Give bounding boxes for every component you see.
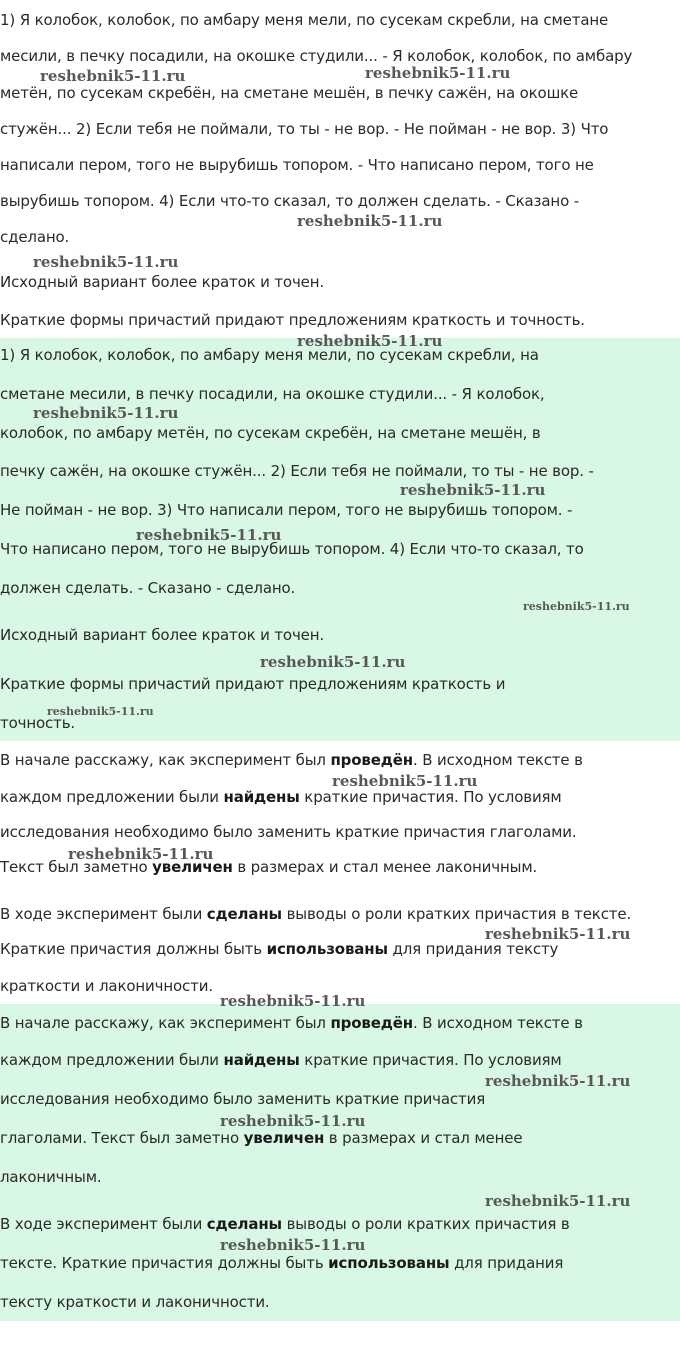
text-line: 1) Я колобок, колобок, по амбару меня мели, по сусекам скребли, на bbox=[0, 346, 539, 364]
watermark: reshebnik5-11.ru bbox=[365, 64, 511, 82]
watermark: reshebnik5-11.ru bbox=[485, 1072, 631, 1090]
watermark: reshebnik5-11.ru bbox=[297, 332, 443, 350]
watermark: reshebnik5-11.ru bbox=[220, 1236, 366, 1254]
text-line: сделано. bbox=[0, 228, 70, 246]
text-line: глаголами. Текст был заметно увеличен в размерах и стал менее bbox=[0, 1129, 523, 1147]
text-line: лаконичным. bbox=[0, 1168, 102, 1186]
text-line: исследования необходимо было заменить краткие причастия bbox=[0, 1090, 486, 1108]
text-line: точность. bbox=[0, 714, 76, 732]
watermark: reshebnik5-11.ru bbox=[68, 845, 214, 863]
watermark: reshebnik5-11.ru bbox=[523, 600, 630, 613]
text-line: Краткие причастия должны быть использованы для придания тексту bbox=[0, 940, 559, 958]
text-line: месили, в печку посадили, на окошке студили... - Я колобок, колобок, по амбару bbox=[0, 47, 633, 65]
text-line: 1) Я колобок, колобок, по амбару меня мели, по сусекам скребли, на сметане bbox=[0, 11, 609, 29]
text-line: печку сажён, на окошке стужён... 2) Если тебя не поймали, то ты - не вор. - bbox=[0, 462, 594, 480]
watermark: reshebnik5-11.ru bbox=[260, 653, 406, 671]
text-line: колобок, по амбару метён, по сусекам скребён, на сметане мешён, в bbox=[0, 424, 541, 442]
text-line: краткости и лаконичности. bbox=[0, 977, 213, 995]
watermark: reshebnik5-11.ru bbox=[47, 705, 154, 718]
text-line: В ходе эксперимент были сделаны выводы о роли кратких причастия в bbox=[0, 1215, 570, 1233]
text-line: В начале расскажу, как эксперимент был проведён. В исходном тексте в bbox=[0, 1014, 583, 1032]
watermark: reshebnik5-11.ru bbox=[33, 253, 179, 271]
watermark: reshebnik5-11.ru bbox=[297, 212, 443, 230]
text-line: Текст был заметно увеличен в размерах и стал менее лаконичным. bbox=[0, 858, 538, 876]
text-line: Краткие формы причастий придают предложениям краткость и bbox=[0, 675, 506, 693]
text-line: исследования необходимо было заменить краткие причастия глаголами. bbox=[0, 823, 577, 841]
watermark: reshebnik5-11.ru bbox=[485, 925, 631, 943]
text-line: тексту краткости и лаконичности. bbox=[0, 1293, 270, 1311]
text-line: вырубишь топором. 4) Если что-то сказал, то должен сделать. - Сказано - bbox=[0, 192, 579, 210]
watermark: reshebnik5-11.ru bbox=[33, 404, 179, 422]
watermark: reshebnik5-11.ru bbox=[332, 772, 478, 790]
text-line: должен сделать. - Сказано - сделано. bbox=[0, 579, 296, 597]
text-line: метён, по сусекам скребён, на сметане мешён, в печку сажён, на окошке bbox=[0, 84, 579, 102]
text-line: В ходе эксперимент были сделаны выводы о роли кратких причастия в тексте. bbox=[0, 905, 632, 923]
answer-section-1 bbox=[0, 338, 680, 741]
text-section-1 bbox=[0, 0, 680, 338]
text-line: Что написано пером, того не вырубишь топором. 4) Если что-то сказал, то bbox=[0, 540, 584, 558]
text-line: каждом предложении были найдены краткие причастия. По условиям bbox=[0, 788, 562, 806]
text-line: Краткие формы причастий придают предложениям краткость и точность. bbox=[0, 311, 585, 329]
text-line: Исходный вариант более краток и точен. bbox=[0, 273, 325, 291]
watermark: reshebnik5-11.ru bbox=[400, 481, 546, 499]
text-line: стужён... 2) Если тебя не поймали, то ты - не вор. - Не пойман - не вор. 3) Что bbox=[0, 120, 609, 138]
watermark: reshebnik5-11.ru bbox=[220, 1112, 366, 1130]
text-line: сметане месили, в печку посадили, на окошке студили... - Я колобок, bbox=[0, 385, 545, 403]
watermark: reshebnik5-11.ru bbox=[40, 67, 186, 85]
text-line: В начале расскажу, как эксперимент был проведён. В исходном тексте в bbox=[0, 751, 583, 769]
text-line: каждом предложении были найдены краткие причастия. По условиям bbox=[0, 1051, 562, 1069]
text-line: тексте. Краткие причастия должны быть использованы для придания bbox=[0, 1254, 564, 1272]
watermark: reshebnik5-11.ru bbox=[220, 992, 366, 1010]
answer-section-2 bbox=[0, 1004, 680, 1321]
text-line: Не пойман - не вор. 3) Что написали пером, того не вырубишь топором. - bbox=[0, 501, 573, 519]
text-line: написали пером, того не вырубишь топором. - Что написано пером, того не bbox=[0, 156, 594, 174]
watermark: reshebnik5-11.ru bbox=[485, 1192, 631, 1210]
text-line: Исходный вариант более краток и точен. bbox=[0, 626, 325, 644]
watermark: reshebnik5-11.ru bbox=[136, 526, 282, 544]
